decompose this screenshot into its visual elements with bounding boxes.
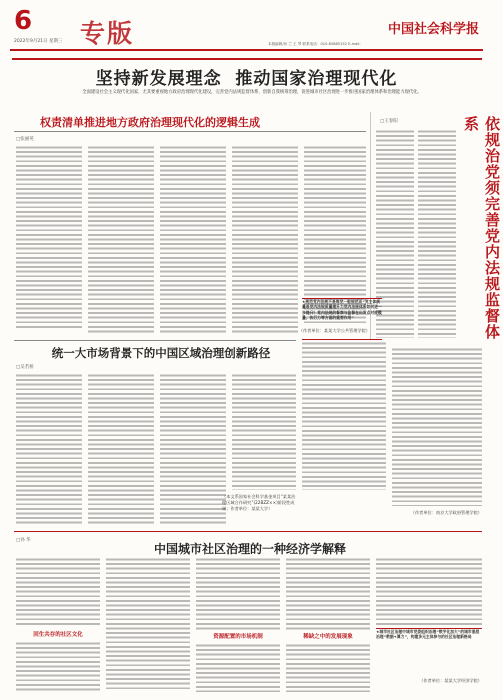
article-4-subhead-1: 回生共存的社区文化 xyxy=(33,632,83,638)
banner-headline: 坚持新发展理念 推动国家治理现代化 xyxy=(95,69,398,89)
article-4-col-4b xyxy=(286,642,370,692)
article-2-col-4 xyxy=(392,346,482,506)
banner-intro: 全面建设社会主义现代化国家，尤其要重视地方政府治理现代化建设，完善党内法规监督体系，创新自我统筹治理，促进城市社区治理进一步推进国家治理体系和治理能力现代化。 xyxy=(82,90,422,95)
page-number: 6 xyxy=(14,6,33,36)
newspaper-name: 中国社会科学报 xyxy=(388,22,480,37)
article-2-title: 依规治党须完善党内法规监督体系 xyxy=(462,116,501,340)
article-1-col-3 xyxy=(160,144,226,334)
article-1-col-5 xyxy=(304,144,366,324)
article-1-col-1 xyxy=(16,144,82,328)
article-3-col-3 xyxy=(160,372,226,526)
article-4-author: □孙 华 xyxy=(16,538,31,543)
article-4-title: 中国城市社区治理的一种经济学解释 xyxy=(153,542,346,556)
editor-info: 本版编辑/孙 兰 王 琴 联系电话：010-85885152 E-mail: xyxy=(268,42,361,46)
article-1-signoff: （作者单位：某某大学公共管理学院） xyxy=(298,328,370,333)
banner-ribbon xyxy=(12,58,482,60)
article-4-col-1b xyxy=(16,640,100,692)
article-3-title: 统一大市场背景下的中国区域治理创新路径 xyxy=(51,346,271,360)
issue-date: 2022年9月21日 星期三 xyxy=(14,39,63,44)
article-4-subhead-2: 资源配置的市场机制 xyxy=(213,634,263,640)
article-4-col-3b xyxy=(196,642,280,692)
article-2-author: □王春阳 xyxy=(380,119,398,124)
section-name: 专版 xyxy=(80,19,135,48)
article-2-col-2 xyxy=(418,128,456,338)
article-2-signoff: （作者单位：南京大学政府管理学院） xyxy=(410,510,482,515)
article-3-col-4 xyxy=(232,372,296,490)
page-masthead xyxy=(0,0,493,52)
article-3-col-2 xyxy=(88,372,154,526)
article-3-signoff: （本文系国家社会科学基金项目“某某治理区域合作研究”(22BZZ××)阶段性成果；作者单位：某某大学） xyxy=(222,494,296,511)
article-4-col-4 xyxy=(286,556,370,630)
article-1-author: □张丽英 xyxy=(16,137,34,142)
article-1-title: 权责清单推进地方政府治理现代化的逻辑生成 xyxy=(40,116,260,129)
article-4-signoff: （作者单位：某某大学经济学院） xyxy=(419,678,482,683)
article-2-quote: ★规范党内法规不是每党一般规范而“党主体质量是党内法规质量提升力党内法规体系如何进一步提升？党内法规的督察与监督在出发点对规模量、执行力等方面的重要作用” xyxy=(302,298,382,340)
article-4-top-rule xyxy=(14,531,482,532)
article-4-col-3 xyxy=(196,556,280,630)
article-3-top-rule xyxy=(14,340,296,341)
article-1-rule xyxy=(14,131,366,132)
article-2-col-3 xyxy=(302,340,386,490)
article-4-col-2 xyxy=(106,556,190,692)
article-1-col-4 xyxy=(232,144,298,334)
article-4-subhead-3: 稀缺之中的发展现象 xyxy=(303,634,353,640)
article-4-col-1 xyxy=(16,556,100,626)
article-1-col-2 xyxy=(88,144,154,334)
masthead-rule xyxy=(10,49,483,51)
article-3-col-1 xyxy=(16,372,82,526)
article-3-author: □吴若桥 xyxy=(16,365,34,370)
article-4-col-5 xyxy=(376,556,482,626)
article-4-quote: ★城市社区治理中城市党委组织治理“数字化加大”的城市基层治理“数据+算力”，构建多元主体参与的社区治理新格局 xyxy=(376,628,482,673)
